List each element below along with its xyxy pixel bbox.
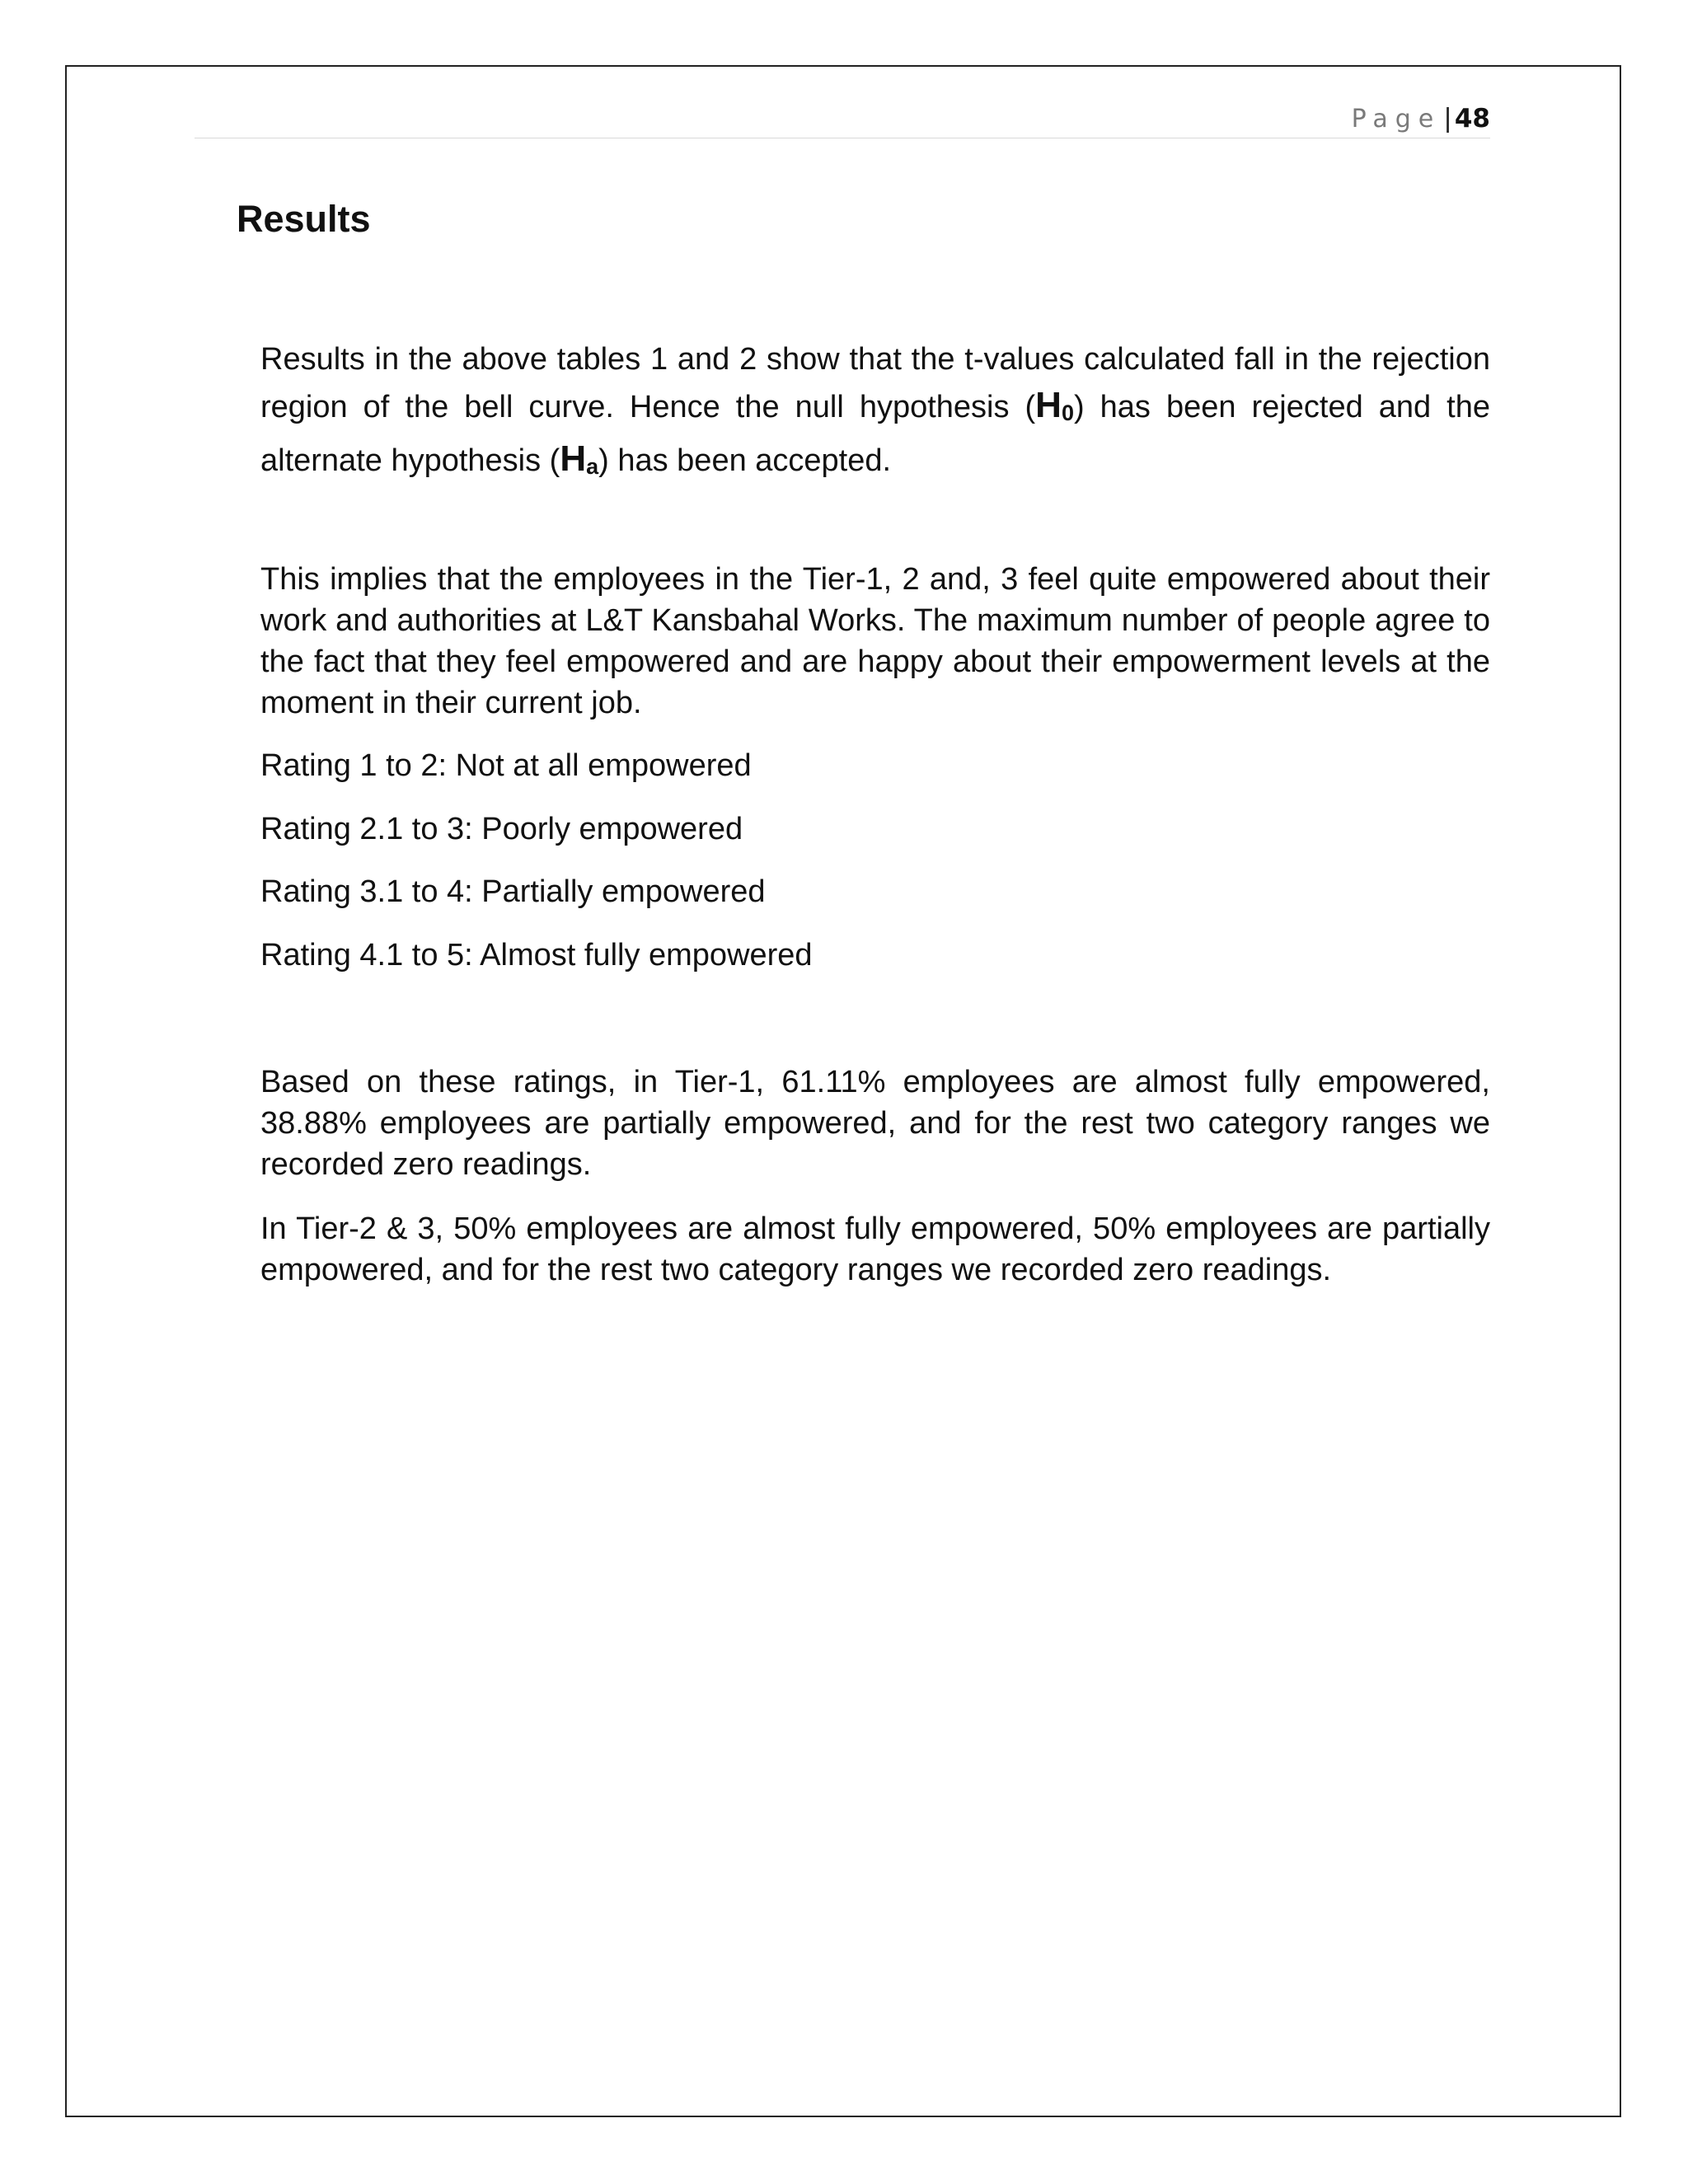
paragraph-hypothesis-result [260, 336, 1490, 490]
section-title: Results [237, 198, 371, 240]
rating-item: Rating 1 to 2: Not at all empowered [260, 748, 752, 783]
paragraph-tier2-3-results: In Tier-2 & 3, 50% employees are almost fully empowered, 50% employees are partially empowered, and for the rest two category ranges we recorded zero readings. [260, 1212, 1490, 1287]
paragraph-text: ) has been rejected and the alternate hypothesis ( [260, 390, 1490, 478]
page-label: Page [1351, 105, 1442, 134]
rating-item: Rating 3.1 to 4: Partially empowered [260, 874, 766, 909]
paragraph-tier1-results: Based on these ratings, in Tier-1, 61.11% employees are almost fully empowered, 38.88% employees are partially empowered, and for the rest two category ranges we recorded zero readings. [260, 1065, 1490, 1182]
page-number: 48 [1454, 104, 1490, 134]
paragraph-text: Results in the above tables 1 and 2 show that the t-values calculated fall in the rejection region of the bell curve. Hence the null hypothesis ( [260, 342, 1490, 424]
null-hypothesis-symbol: $H_0$ [1035, 385, 1074, 425]
page-header [195, 97, 1490, 138]
page-separator: | [1444, 102, 1451, 133]
paragraph-text: ) has been accepted. [598, 443, 892, 478]
paragraph-implication: This implies that the employees in the Tier-1, 2 and, 3 feel quite empowered about their work and authorities at L&T Kansbahal Works. The maximum number of people agree to the fact that they feel empowered and are happy about their empowerment levels at the moment in their current job. [260, 562, 1490, 720]
rating-item: Rating 4.1 to 5: Almost fully empowered [260, 938, 813, 972]
rating-item: Rating 2.1 to 3: Poorly empowered [260, 812, 743, 846]
alternate-hypothesis-symbol: $H_a$ [560, 438, 599, 479]
